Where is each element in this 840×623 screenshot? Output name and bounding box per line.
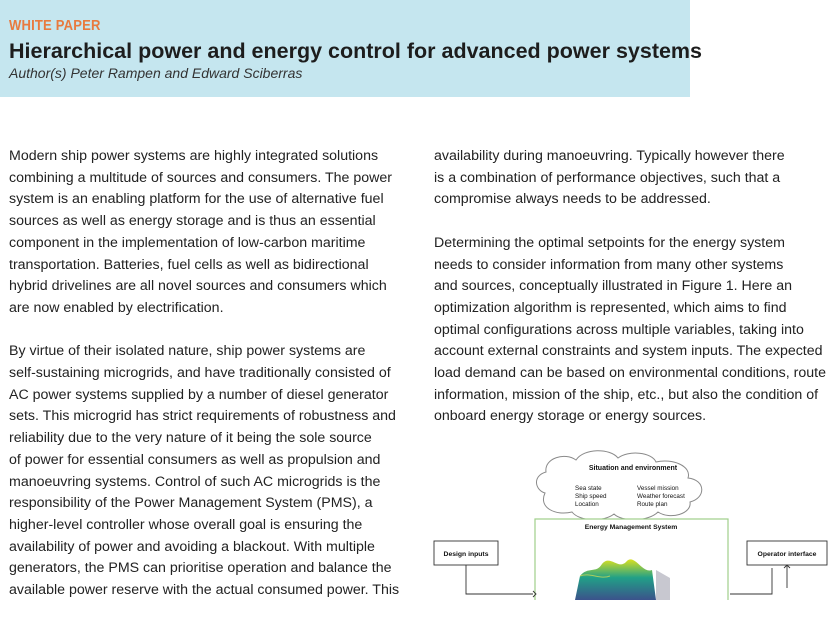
text-line: combining a multitude of sources and consumers. The power xyxy=(9,169,392,186)
cloud-item: Route plan xyxy=(637,501,668,508)
figure-1-diagram xyxy=(430,448,840,600)
text-line: needs to consider information from many other systems xyxy=(434,256,784,273)
right-column xyxy=(434,146,834,450)
text-line: compromise always needs to be addressed. xyxy=(434,191,711,208)
operator-interface-label: Operator interface xyxy=(757,551,817,558)
text-line: of power for essential consumers as well as propulsion and xyxy=(9,451,381,468)
figure-svg xyxy=(430,448,840,600)
text-line: component in the implementation of low-carbon maritime xyxy=(9,234,366,251)
authors-line: Author(s) Peter Rampen and Edward Sciberras xyxy=(9,65,303,81)
text-line: are now enabled by electrification. xyxy=(9,299,224,316)
cloud-item: Ship speed xyxy=(575,493,607,500)
text-line: load demand can be based on environmental conditions, route xyxy=(434,365,826,382)
arrow-design-to-ems xyxy=(466,565,533,594)
cloud-item: Weather forecast xyxy=(637,493,685,500)
text-line: optimal configurations across multiple variables, taking into xyxy=(434,321,804,338)
text-line: information, mission of the ship, etc., but also the condition of xyxy=(434,386,819,403)
paragraph xyxy=(434,233,834,428)
text-line: is a combination of performance objectives, such that a xyxy=(434,169,781,186)
paragraph xyxy=(9,341,409,601)
text-line: system is an enabling platform for the use of alternative fuel xyxy=(9,191,384,208)
text-line: account external constraints and system inputs. The expected xyxy=(434,343,823,360)
page-title: Hierarchical power and energy control for advanced power systems xyxy=(9,39,703,63)
text-line: By virtue of their isolated nature, ship power systems are xyxy=(9,343,366,360)
header-banner xyxy=(0,0,703,97)
left-column xyxy=(9,146,409,623)
text-line: onboard energy storage or energy sources. xyxy=(434,408,707,425)
paragraph xyxy=(434,146,834,211)
text-line: Determining the optimal setpoints for the energy system xyxy=(434,234,785,251)
text-line: Modern ship power systems are highly integrated solutions xyxy=(9,148,379,164)
cloud-item: Location xyxy=(575,501,599,508)
text-line: availability during manoeuvring. Typically however there xyxy=(434,148,785,164)
text-line: responsibility of the Power Management System (PMS), a xyxy=(9,495,373,512)
text-line: higher-level controller whose overall goal is ensuring the xyxy=(9,516,363,533)
text-line: transportation. Batteries, fuel cells as well as bidirectional xyxy=(9,256,369,273)
text-line: manoeuvring systems. Control of such AC microgrids is the xyxy=(9,473,381,490)
text-line: reliability due to the very nature of it being the sole source xyxy=(9,430,372,447)
text-line: AC power systems supplied by a number of diesel generator xyxy=(9,386,389,403)
cloud-item: Vessel mission xyxy=(637,485,679,492)
design-inputs-label: Design inputs xyxy=(443,551,489,558)
text-line: available power reserve with the actual consumed power. This xyxy=(9,582,400,599)
text-line: availability of power and avoiding a blackout. With multiple xyxy=(9,538,375,555)
cloud-title: Situation and environment xyxy=(588,465,678,472)
text-line: sets. This microgrid has strict requirements of robustness and xyxy=(9,408,396,425)
text-line: and sources, conceptually illustrated in Figure 1. Here an xyxy=(434,278,793,295)
arrow-ems-to-operator xyxy=(730,568,772,594)
text-line: sources as well as energy storage and is thus an essential xyxy=(9,213,376,230)
paragraph xyxy=(9,146,409,320)
text-line: optimization algorithm is represented, which aims to find xyxy=(434,299,787,316)
cloud-item: Sea state xyxy=(575,485,602,492)
document-type-label: WHITE PAPER xyxy=(9,18,101,34)
text-line: generators, the PMS can prioritise operation and balance the xyxy=(9,560,392,577)
text-line: self-sustaining microgrids, and have traditionally consisted of xyxy=(9,365,391,382)
text-line: hybrid drivelines are all novel sources and consumers which xyxy=(9,278,387,295)
ems-label: Energy Management System xyxy=(584,524,678,531)
